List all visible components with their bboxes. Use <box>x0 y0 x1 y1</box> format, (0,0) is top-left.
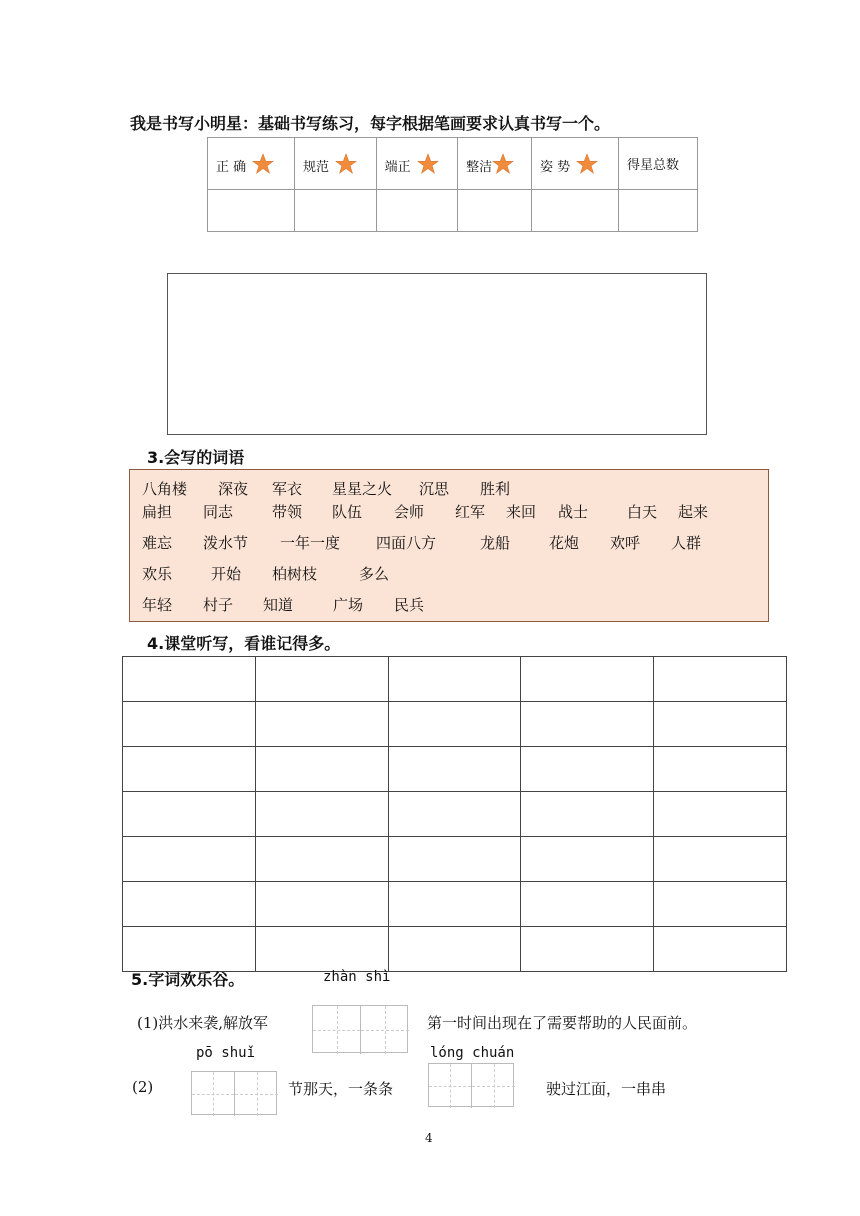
vocab-word: 深夜 <box>218 480 249 498</box>
dictation-cell[interactable] <box>654 747 787 792</box>
dictation-cell[interactable] <box>388 882 521 927</box>
vocab-word: 开始 <box>211 565 242 583</box>
criterion-total-stars: 得星总数 <box>618 138 697 190</box>
tianzige-box-longchuan[interactable] <box>428 1063 514 1107</box>
criterion-posture: 姿 势 <box>532 138 619 190</box>
score-cell[interactable] <box>208 190 295 232</box>
dictation-cell[interactable] <box>654 927 787 972</box>
vocab-word: 八角楼 <box>142 480 188 498</box>
dictation-cell[interactable] <box>654 837 787 882</box>
vocabulary-box <box>129 469 769 622</box>
vocab-word: 胜利 <box>480 480 511 498</box>
vocab-word: 队伍 <box>332 503 363 521</box>
page-number: 4 <box>425 1131 433 1145</box>
dictation-cell[interactable] <box>654 657 787 702</box>
pinyin-poshui: pō shuǐ <box>196 1045 256 1061</box>
dictation-cell[interactable] <box>388 702 521 747</box>
pinyin-zhanshi: zhàn shì <box>323 969 391 985</box>
question1-prefix: (1)洪水来袭,解放军 <box>137 1014 269 1032</box>
dictation-cell[interactable] <box>388 792 521 837</box>
dictation-cell[interactable] <box>123 747 256 792</box>
score-cell[interactable] <box>294 190 376 232</box>
star-rating-table <box>207 137 698 232</box>
vocab-word: 军衣 <box>272 480 303 498</box>
dictation-cell[interactable] <box>521 657 654 702</box>
criterion-standard: 规范 <box>294 138 376 190</box>
dictation-cell[interactable] <box>255 702 388 747</box>
dictation-grid <box>122 656 787 972</box>
criterion-neat-form: 端正 <box>376 138 458 190</box>
vocab-word: 扁担 <box>142 503 173 521</box>
dictation-cell[interactable] <box>255 657 388 702</box>
star-icon <box>576 153 598 175</box>
vocab-word: 村子 <box>203 596 234 614</box>
pinyin-longchuan: lóng chuán <box>430 1045 515 1061</box>
vocab-word: 花炮 <box>549 534 580 552</box>
dictation-cell[interactable] <box>521 927 654 972</box>
section4-title: 4.课堂听写，看谁记得多。 <box>147 634 341 653</box>
dictation-cell[interactable] <box>123 882 256 927</box>
star-icon <box>252 153 274 175</box>
star-icon <box>335 153 357 175</box>
vocab-word: 欢乐 <box>142 565 173 583</box>
tianzige-box-poshui[interactable] <box>191 1071 277 1115</box>
vocab-word: 沉思 <box>419 480 450 498</box>
dictation-cell[interactable] <box>388 837 521 882</box>
vocab-word: 泼水节 <box>203 534 249 552</box>
vocab-word: 来回 <box>506 503 537 521</box>
section5-title: 5.字词欢乐谷。 <box>131 970 245 989</box>
vocab-word: 欢呼 <box>610 534 641 552</box>
dictation-cell[interactable] <box>388 657 521 702</box>
writing-practice-box[interactable] <box>167 273 707 435</box>
dictation-cell[interactable] <box>654 792 787 837</box>
question2-middle: 节那天，一条条 <box>288 1080 394 1098</box>
vocab-word: 民兵 <box>394 596 425 614</box>
question1-suffix: 第一时间出现在了需要帮助的人民面前。 <box>427 1014 698 1032</box>
dictation-cell[interactable] <box>521 747 654 792</box>
score-cell[interactable] <box>618 190 697 232</box>
vocab-word: 人群 <box>671 534 702 552</box>
dictation-cell[interactable] <box>123 927 256 972</box>
dictation-cell[interactable] <box>521 702 654 747</box>
vocab-word: 广场 <box>333 596 364 614</box>
vocab-word: 四面八方 <box>376 534 437 552</box>
section3-title: 3.会写的词语 <box>147 448 245 467</box>
dictation-cell[interactable] <box>521 837 654 882</box>
tianzige-box-zhanshi[interactable] <box>312 1005 408 1053</box>
vocab-word: 柏树枝 <box>272 565 318 583</box>
score-cell[interactable] <box>458 190 532 232</box>
vocab-word: 红军 <box>455 503 486 521</box>
dictation-cell[interactable] <box>255 747 388 792</box>
vocab-word: 会师 <box>394 503 425 521</box>
score-cell[interactable] <box>532 190 619 232</box>
vocab-word: 知道 <box>263 596 294 614</box>
vocab-word: 带领 <box>272 503 303 521</box>
vocab-word: 星星之火 <box>332 480 393 498</box>
vocab-word: 战士 <box>558 503 589 521</box>
star-icon <box>492 153 514 175</box>
vocab-word: 白天 <box>627 503 658 521</box>
dictation-cell[interactable] <box>123 657 256 702</box>
dictation-cell[interactable] <box>388 747 521 792</box>
criterion-clean: 整洁 <box>458 138 532 190</box>
dictation-cell[interactable] <box>255 837 388 882</box>
dictation-cell[interactable] <box>654 702 787 747</box>
dictation-cell[interactable] <box>255 792 388 837</box>
dictation-cell[interactable] <box>521 882 654 927</box>
vocab-word: 年轻 <box>142 596 173 614</box>
vocab-word: 多么 <box>359 565 390 583</box>
vocab-word: 难忘 <box>142 534 173 552</box>
writing-instruction: 我是书写小明星：基础书写练习，每字根据笔画要求认真书写一个。 <box>130 114 611 133</box>
star-icon <box>417 153 439 175</box>
dictation-cell[interactable] <box>255 882 388 927</box>
vocab-word: 龙船 <box>480 534 511 552</box>
question2-number: (2) <box>132 1078 154 1096</box>
dictation-cell[interactable] <box>123 702 256 747</box>
dictation-cell[interactable] <box>123 837 256 882</box>
score-cell[interactable] <box>376 190 458 232</box>
vocab-word: 起来 <box>678 503 709 521</box>
dictation-cell[interactable] <box>388 927 521 972</box>
vocab-word: 同志 <box>203 503 234 521</box>
dictation-cell[interactable] <box>654 882 787 927</box>
question2-end: 驶过江面，一串串 <box>546 1080 667 1098</box>
dictation-cell[interactable] <box>255 927 388 972</box>
vocab-word: 一年一度 <box>280 534 341 552</box>
dictation-cell[interactable] <box>521 792 654 837</box>
dictation-cell[interactable] <box>123 792 256 837</box>
criterion-correct: 正 确 <box>208 138 295 190</box>
